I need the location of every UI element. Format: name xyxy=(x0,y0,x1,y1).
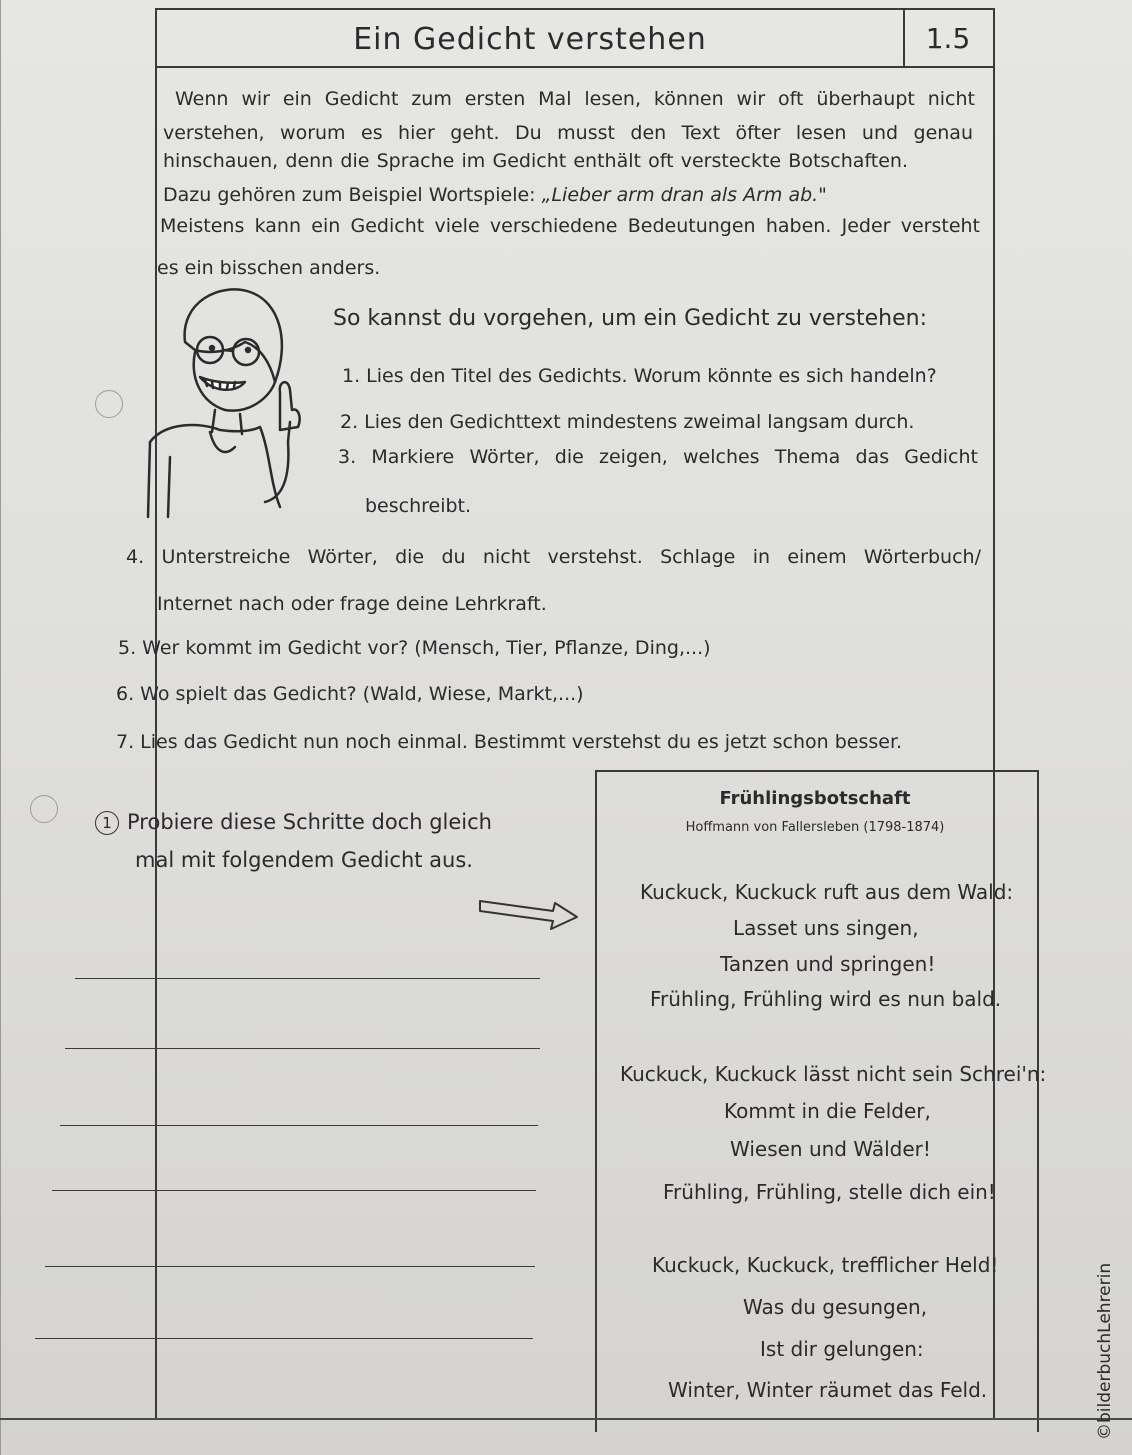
intro-text: Dazu gehören zum Beispiel Wortspiele: xyxy=(163,184,542,206)
intro-line: Wenn wir ein Gedicht zum ersten Mal lesen, können wir oft überhaupt nicht xyxy=(175,88,975,110)
copyright-watermark: ©bilderbuchLehrerin xyxy=(1095,1262,1115,1440)
task-prompt xyxy=(95,810,492,835)
poem-line: Frühling, Frühling wird es nun bald. xyxy=(650,987,1002,1011)
step-item: 5. Wer kommt im Gedicht vor? (Mensch, Tier, Pflanze, Ding,...) xyxy=(118,637,711,659)
poem-line: Lasset uns singen, xyxy=(733,916,919,940)
intro-line: es ein bisschen anders. xyxy=(157,257,381,279)
step-item-continuation: beschreibt. xyxy=(365,495,472,517)
step-item: 3. Markiere Wörter, die zeigen, welches Thema das Gedicht xyxy=(338,446,978,468)
poem-line: Ist dir gelungen: xyxy=(760,1337,924,1361)
answer-line[interactable] xyxy=(45,1266,535,1267)
punch-hole xyxy=(95,390,123,418)
poem-line: Tanzen und springen! xyxy=(720,952,936,976)
page-title: Ein Gedicht verstehen xyxy=(353,22,707,57)
wordplay-example: „Lieber arm dran als Arm ab." xyxy=(541,184,827,206)
page-bottom-line xyxy=(0,1418,1132,1420)
poem-line: Kuckuck, Kuckuck lässt nicht sein Schrei'n: xyxy=(620,1062,1047,1086)
task-text: Probiere diese Schritte doch gleich xyxy=(127,810,492,834)
poem-line: Frühling, Frühling, stelle dich ein! xyxy=(663,1180,996,1204)
step-item: 1. Lies den Titel des Gedichts. Worum könnte es sich handeln? xyxy=(342,365,937,387)
poem-line: Kommt in die Felder, xyxy=(724,1099,931,1123)
task-number: 1 xyxy=(95,811,119,835)
intro-line: Meistens kann ein Gedicht viele verschiedene Bedeutungen haben. Jeder versteht xyxy=(160,215,980,237)
poem-line: Kuckuck, Kuckuck, trefflicher Held! xyxy=(652,1253,999,1277)
answer-line[interactable] xyxy=(52,1190,536,1191)
arrow-right-icon xyxy=(475,893,585,933)
header-cell-divider xyxy=(903,8,905,66)
step-item: 2. Lies den Gedichttext mindestens zweimal langsam durch. xyxy=(340,411,915,433)
step-item: 7. Lies das Gedicht nun noch einmal. Bestimmt verstehst du es jetzt schon besser. xyxy=(116,731,903,753)
answer-line[interactable] xyxy=(65,1048,540,1049)
poem-line: Was du gesungen, xyxy=(743,1295,928,1319)
step-item: 4. Unterstreiche Wörter, die du nicht verstehst. Schlage in einem Wörterbuch/ xyxy=(126,546,981,568)
poem-title: Frühlingsbotschaft xyxy=(719,788,911,809)
task-prompt-continuation: mal mit folgendem Gedicht aus. xyxy=(135,848,473,872)
header-divider-line xyxy=(155,66,993,68)
intro-line: hinschauen, denn die Sprache im Gedicht enthält oft versteckte Botschaften. xyxy=(163,150,908,172)
poem-line: Kuckuck, Kuckuck ruft aus dem Wald: xyxy=(640,880,1014,904)
teacher-illustration xyxy=(140,282,310,522)
punch-hole xyxy=(30,795,58,823)
answer-line[interactable] xyxy=(60,1125,538,1126)
intro-line: verstehen, worum es hier geht. Du musst den Text öfter lesen und genau xyxy=(163,122,973,144)
answer-line[interactable] xyxy=(75,978,540,979)
step-item: 6. Wo spielt das Gedicht? (Wald, Wiese, Markt,...) xyxy=(116,683,584,705)
poem-line: Wiesen und Wälder! xyxy=(730,1137,931,1161)
answer-line[interactable] xyxy=(35,1338,533,1339)
chapter-number: 1.5 xyxy=(925,22,971,55)
method-heading: So kannst du vorgehen, um ein Gedicht zu verstehen: xyxy=(333,306,927,331)
poem-author: Hoffmann von Fallersleben (1798-1874) xyxy=(685,820,945,835)
step-item-continuation: Internet nach oder frage deine Lehrkraft. xyxy=(157,593,547,615)
intro-line xyxy=(163,184,827,206)
left-margin-line xyxy=(0,0,1,1455)
poem-line: Winter, Winter räumet das Feld. xyxy=(668,1378,988,1402)
